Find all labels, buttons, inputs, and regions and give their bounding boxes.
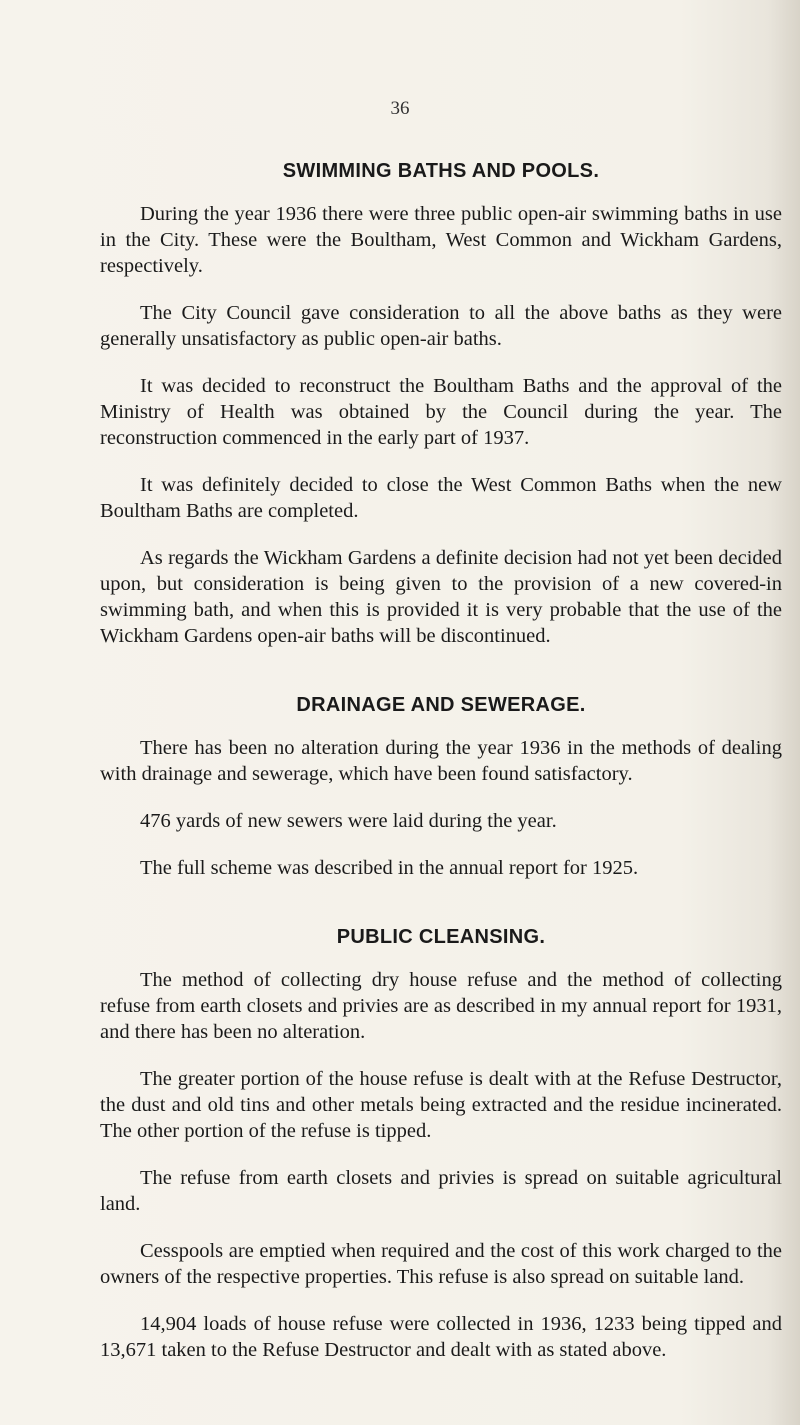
paragraph: There has been no alteration during the year 1936 in the methods of dealing with drainage and sewerage, which have been found satisfactory. (100, 737, 782, 785)
paragraph: Cesspools are emptied when required and the cost of this work charged to the owners of the respective properties. This refuse is also spread on suitable land. (100, 1240, 782, 1288)
paragraph: It was decided to reconstruct the Boultham Baths and the approval of the Ministry of Health was obtained by the Council during the year. The reconstruction commenced in the early part of 1937. (100, 375, 782, 449)
paragraph: During the year 1936 there were three public open-air swimming baths in use in the City. These were the Boultham, West Common and Wickham Gardens, respectively. (100, 203, 782, 277)
paragraph: As regards the Wickham Gardens a definite decision had not yet been decided upon, but consideration is being given to the provision of a new covered-in swimming bath, and when this is provided it is very probable that the use of the Wickham Gardens open-air baths will be discontinued. (100, 547, 782, 647)
page-number: 36 (390, 98, 410, 119)
paragraph: It was definitely decided to close the West Common Baths when the new Boultham Baths are completed. (100, 474, 782, 522)
section-drainage-sewerage (100, 694, 782, 881)
paragraph: The refuse from earth closets and privies is spread on suitable agricultural land. (100, 1167, 782, 1215)
section-heading: PUBLIC CLEANSING. (336, 926, 546, 948)
paragraph: 14,904 loads of house refuse were collected in 1936, 1233 being tipped and 13,671 taken to the Refuse Destructor and dealt with as stated above. (100, 1313, 782, 1361)
section-public-cleansing (100, 926, 782, 1363)
paragraph: 476 yards of new sewers were laid during the year. (140, 810, 557, 832)
paragraph: The method of collecting dry house refuse and the method of collecting refuse from earth closets and privies are as described in my annual report for 1931, and there has been no alteration. (100, 969, 782, 1043)
paragraph: The full scheme was described in the annual report for 1925. (140, 857, 639, 879)
paragraph: The greater portion of the house refuse is dealt with at the Refuse Destructor, the dust and old tins and other metals being extracted and the residue incinerated. The other portion of the refuse is tipped. (100, 1068, 782, 1142)
section-heading: SWIMMING BATHS AND POOLS. (282, 160, 600, 182)
section-heading: DRAINAGE AND SEWERAGE. (296, 694, 586, 716)
paragraph: The City Council gave consideration to all the above baths as they were generally unsatisfactory as public open-air baths. (100, 302, 782, 350)
page-content (100, 160, 782, 1384)
section-swimming-baths (100, 160, 782, 649)
